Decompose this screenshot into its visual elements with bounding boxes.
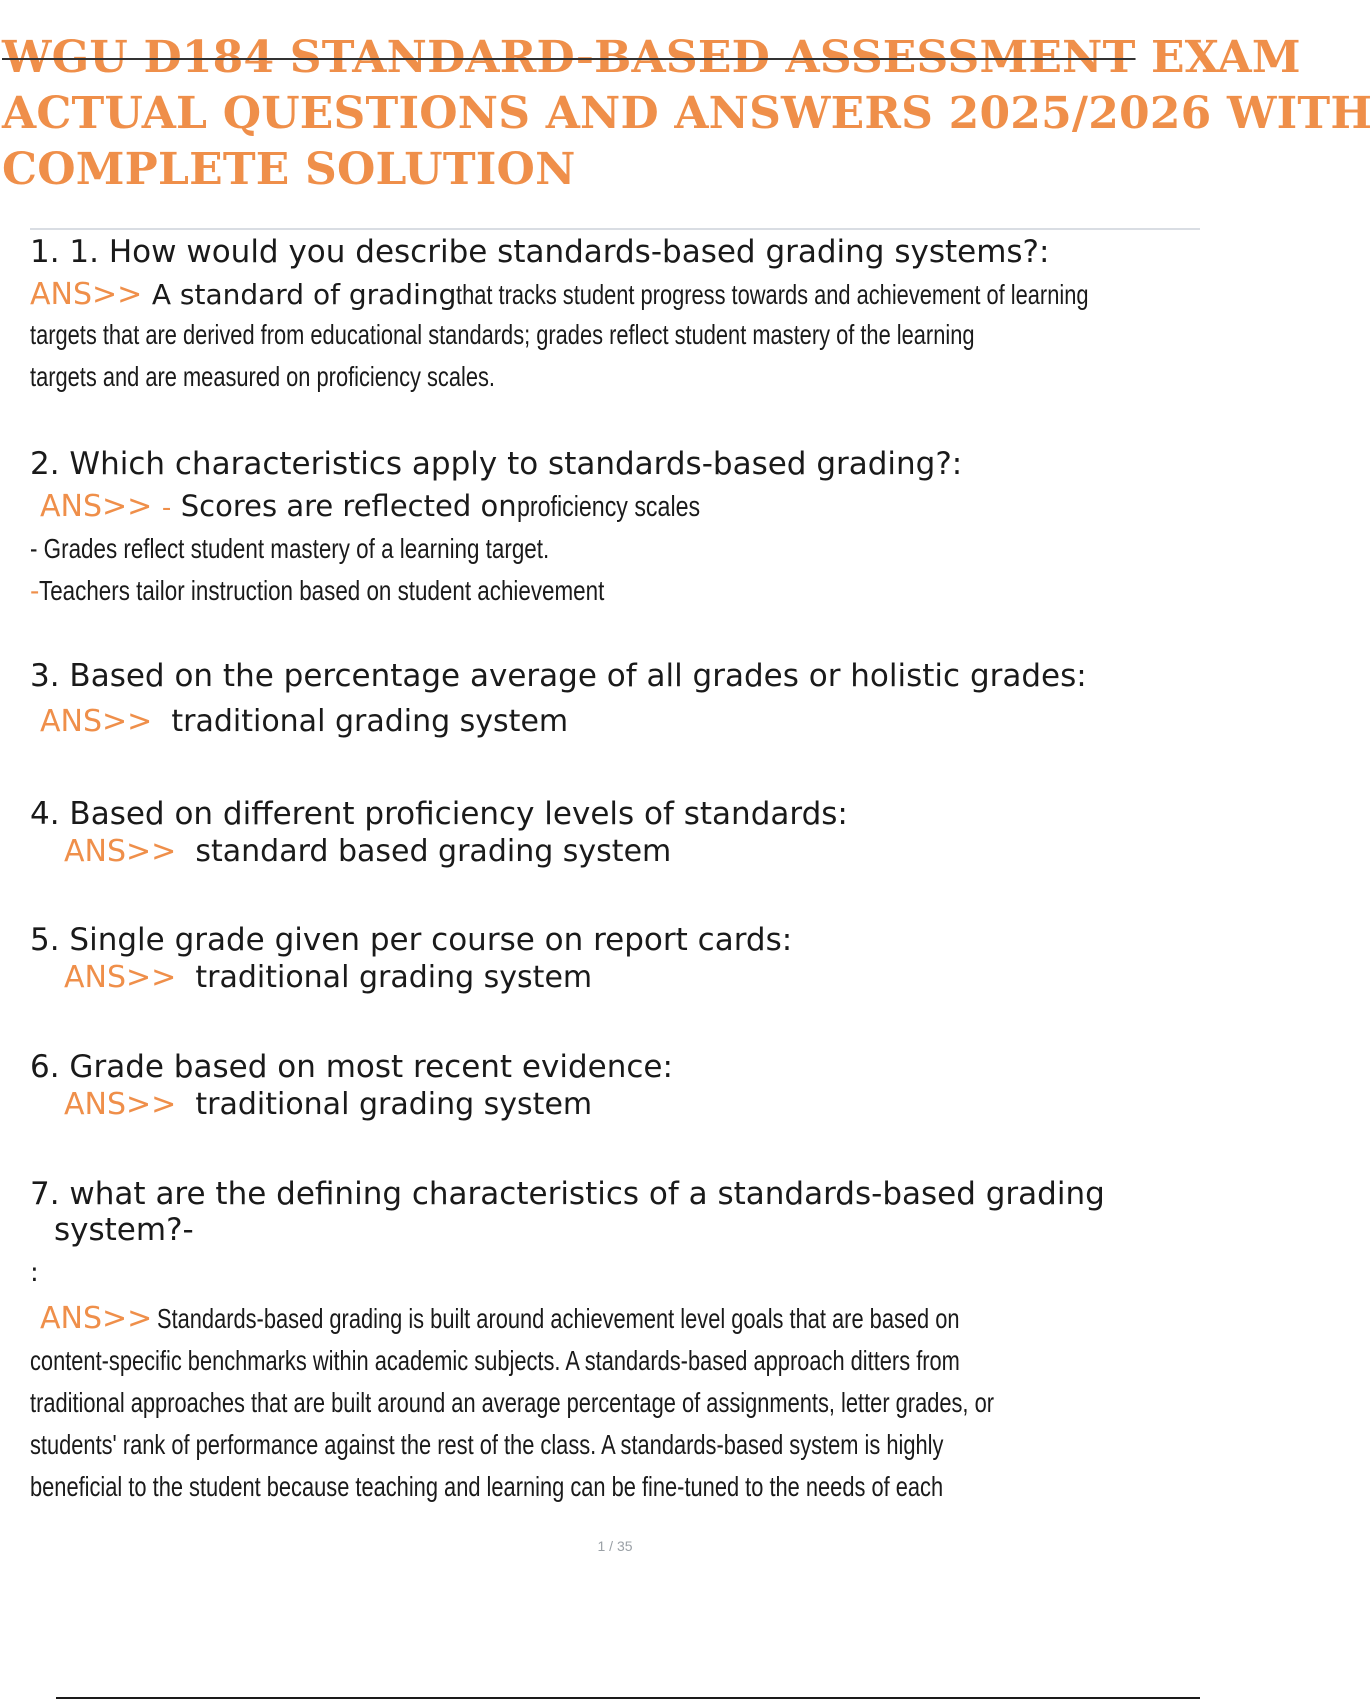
answer-4 [64, 832, 671, 872]
qa-item-6 [30, 1047, 1200, 1122]
question-7-colon: : [30, 1258, 39, 1288]
answer-2-line-3-dash: - [30, 575, 40, 606]
answer-6 [64, 1085, 592, 1125]
answer-label: ANS>> [64, 960, 177, 995]
answer-label: ANS>> [40, 704, 153, 739]
answer-2-rest: proficiency scales [516, 491, 700, 523]
answer-7-line-4: students' rank of performance against the rest of the class. A standards-based system is highly [30, 1429, 944, 1460]
page-number: 1 / 35 [597, 1538, 633, 1554]
answer-2-lead: Scores are reflected on [180, 489, 517, 523]
answer-7-line-1-text: Standards-based grading is built around achievement level goals that are based on [157, 1303, 960, 1334]
question-6: 6. Grade based on most recent evidence: [30, 1049, 673, 1085]
title-line-1-rest: EXAM [1135, 32, 1301, 83]
answer-5 [64, 958, 592, 998]
answer-7-line-5: beneficial to the student because teaching and learning can be fine-tuned to the needs of each [30, 1471, 944, 1502]
answer-3-text: traditional grading system [171, 704, 569, 739]
qa-item-4 [30, 794, 1200, 869]
qa-item-5 [30, 920, 1200, 995]
page-bottom-divider [56, 1697, 1200, 1699]
answer-label: ANS>> [30, 277, 143, 312]
answer-1-line-2: targets that are derived from educational standards; grades reflect student mastery of the learning [30, 319, 975, 350]
answer-label: ANS>> [40, 1301, 153, 1336]
title-line-2: ACTUAL QUESTIONS AND ANSWERS 2025/2026 WITH [2, 88, 1372, 139]
question-3: 3. Based on the percentage average of all grades or holistic grades: [30, 658, 1087, 694]
answer-1-rest: that tracks student progress towards and achievement of learning [456, 279, 1089, 310]
answer-7-line-2: content-specific benchmarks within academic subjects. A standards-based approach ditters from [30, 1345, 960, 1376]
title-divider [30, 228, 1200, 230]
answer-5-text: traditional grading system [195, 960, 593, 995]
answer-4-text: standard based grading system [195, 834, 672, 869]
answer-1-line-1 [30, 274, 1200, 316]
answer-2-line-3-text: Teachers tailor instruction based on student achievement [39, 575, 605, 606]
answer-2-line-1 [40, 486, 745, 528]
answer-2-dash: - [161, 493, 172, 523]
question-1: 1. 1. How would you describe standards-based grading systems?: [30, 234, 1050, 270]
answer-label: ANS>> [64, 834, 177, 869]
title-line-3: COMPLETE SOLUTION [2, 144, 576, 195]
answer-6-text: traditional grading system [195, 1087, 593, 1122]
document-title [2, 30, 1372, 198]
question-2: 2. Which characteristics apply to standards-based grading?: [30, 446, 963, 482]
title-line-1 [2, 30, 1301, 86]
answer-2-line-3 [30, 570, 746, 612]
qa-item-2 [30, 444, 1200, 606]
question-4: 4. Based on different proficiency levels of standards: [30, 796, 848, 832]
answer-2-line-2: - Grades reflect student mastery of a learning target. [30, 533, 550, 564]
qa-item-7 [30, 1174, 1200, 1502]
qa-item-3 [30, 656, 1200, 739]
question-7-line-2: system?- [54, 1212, 194, 1248]
answer-7-line-1 [40, 1298, 1186, 1340]
answer-label: ANS>> [40, 489, 153, 524]
answer-7-line-3: traditional approaches that are built around an average percentage of assignments, letter grades, or [30, 1387, 994, 1418]
question-5: 5. Single grade given per course on report cards: [30, 922, 793, 958]
answer-label: ANS>> [64, 1087, 177, 1122]
question-7-line-1: 7. what are the defining characteristics of a standards-based grading [30, 1176, 1105, 1212]
answer-1-lead: A standard of grading [151, 278, 457, 311]
answer-3 [40, 702, 568, 742]
title-struck-text: WGU D184 STANDARD-BASED ASSESSMENT [2, 32, 1136, 83]
answer-1-line-3: targets and are measured on proficiency scales. [30, 361, 495, 392]
